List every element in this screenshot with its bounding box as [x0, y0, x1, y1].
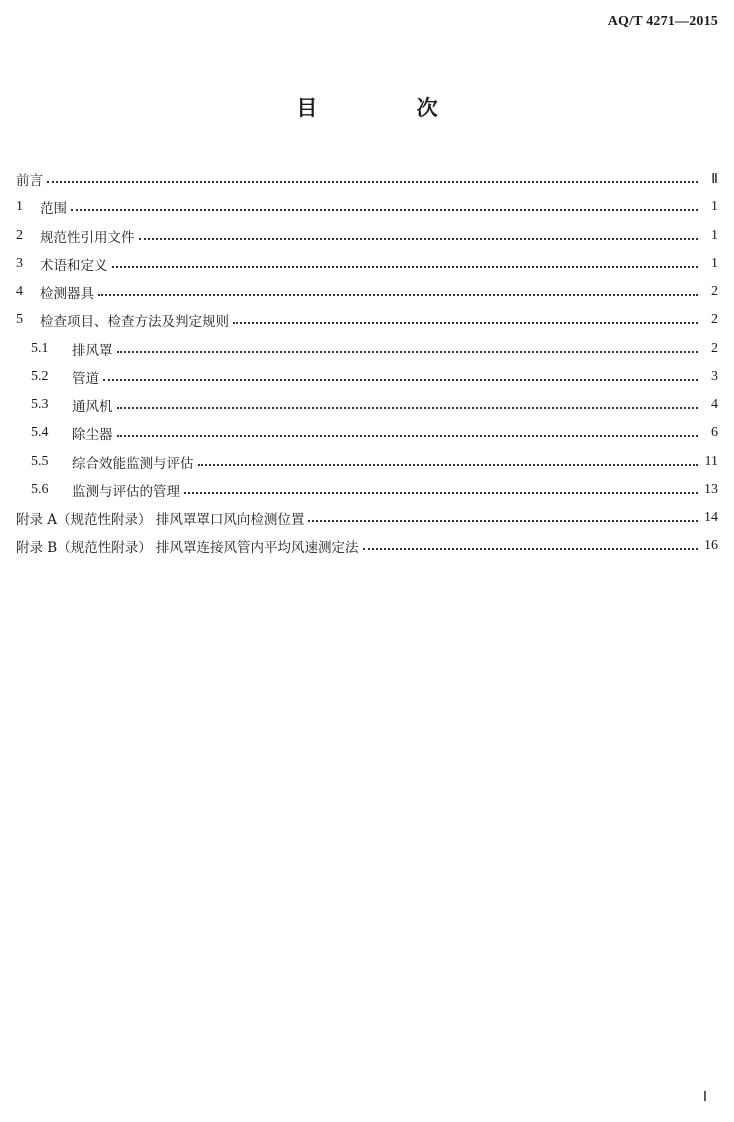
toc-entry[interactable]	[16, 252, 718, 276]
toc-entry-number: 5.4	[31, 425, 49, 441]
toc-entry-number: 4	[16, 284, 23, 299]
toc-entry-label: 附录 A（规范性附录） 排风罩罩口风向检测位置	[16, 512, 305, 528]
toc-entry[interactable]	[16, 337, 718, 361]
toc-entry-label: 通风机	[72, 399, 113, 415]
toc-entry-number: 5.1	[31, 340, 49, 356]
toc-entry[interactable]	[16, 308, 718, 332]
toc-entry-page: 4	[711, 397, 718, 412]
toc-dot-leader	[117, 421, 699, 445]
toc-entry-label: 前言	[16, 173, 43, 189]
toc-entry[interactable]	[16, 393, 718, 417]
toc-dot-leader	[308, 506, 698, 530]
toc-entry-number: 5.2	[31, 368, 49, 384]
toc-entry-page: 2	[711, 340, 718, 356]
toc-entry-label: 检测器具	[40, 286, 94, 302]
toc-entry-label: 范围	[40, 201, 67, 218]
toc-entry-page: Ⅱ	[711, 171, 718, 187]
toc-dot-leader	[139, 224, 699, 248]
toc-entry-label: 规范性引用文件	[40, 229, 135, 246]
toc-entry-label: 附录 B（规范性附录） 排风罩连接风管内平均风速测定法	[16, 540, 359, 557]
toc-entry-label: 排风罩	[72, 342, 113, 359]
toc-dot-leader	[363, 534, 698, 558]
toc-entry[interactable]	[16, 506, 718, 530]
toc-entry[interactable]	[16, 224, 718, 248]
toc-dot-leader	[98, 280, 698, 304]
toc-entry-number: 5.6	[31, 481, 49, 497]
toc-entry-page: 1	[711, 227, 718, 243]
toc-entry-label: 综合效能监测与评估	[72, 455, 194, 472]
toc-entry-page: 14	[704, 510, 718, 525]
toc-entry-page: 1	[711, 255, 718, 271]
toc-entry[interactable]	[16, 421, 718, 445]
toc-entry-page: 16	[704, 538, 718, 554]
page-title: 目 次	[296, 96, 484, 120]
toc-entry-number: 5.3	[31, 397, 49, 412]
toc-dot-leader	[198, 450, 699, 474]
toc-dot-leader	[112, 252, 699, 276]
toc-dot-leader	[184, 478, 698, 502]
table-of-contents	[16, 167, 718, 563]
toc-entry-number: 5.5	[31, 453, 49, 469]
toc-entry-label: 术语和定义	[40, 257, 108, 274]
toc-entry-label: 监测与评估的管理	[72, 483, 180, 500]
toc-entry-page: 2	[711, 284, 718, 299]
toc-entry[interactable]	[16, 365, 718, 389]
toc-entry-number: 1	[16, 199, 23, 215]
toc-dot-leader	[103, 365, 698, 389]
toc-entry-page: 2	[711, 312, 718, 328]
standard-code: AQ/T 4271—2015	[607, 14, 718, 29]
toc-entry[interactable]	[16, 534, 718, 558]
page-number: Ⅰ	[702, 1090, 707, 1105]
toc-dot-leader	[47, 167, 698, 191]
toc-entry[interactable]	[16, 450, 718, 474]
toc-entry[interactable]	[16, 167, 718, 191]
toc-entry-label: 除尘器	[72, 427, 113, 444]
toc-entry-page: 3	[711, 368, 718, 384]
toc-entry-page: 1	[711, 199, 718, 215]
toc-dot-leader	[233, 308, 698, 332]
toc-entry-number: 3	[16, 255, 23, 271]
toc-entry-number: 2	[16, 227, 23, 243]
toc-entry-page: 11	[704, 453, 718, 469]
toc-entry-page: 6	[711, 425, 718, 441]
toc-entry-number: 5	[16, 312, 23, 328]
toc-entry[interactable]	[16, 195, 718, 219]
toc-entry[interactable]	[16, 478, 718, 502]
toc-entry-label: 管道	[72, 370, 99, 387]
toc-dot-leader	[117, 393, 699, 417]
toc-entry-label: 检查项目、检查方法及判定规则	[40, 314, 229, 331]
toc-entry[interactable]	[16, 280, 718, 304]
toc-dot-leader	[117, 337, 699, 361]
toc-entry-page: 13	[704, 481, 718, 497]
toc-dot-leader	[71, 195, 698, 219]
